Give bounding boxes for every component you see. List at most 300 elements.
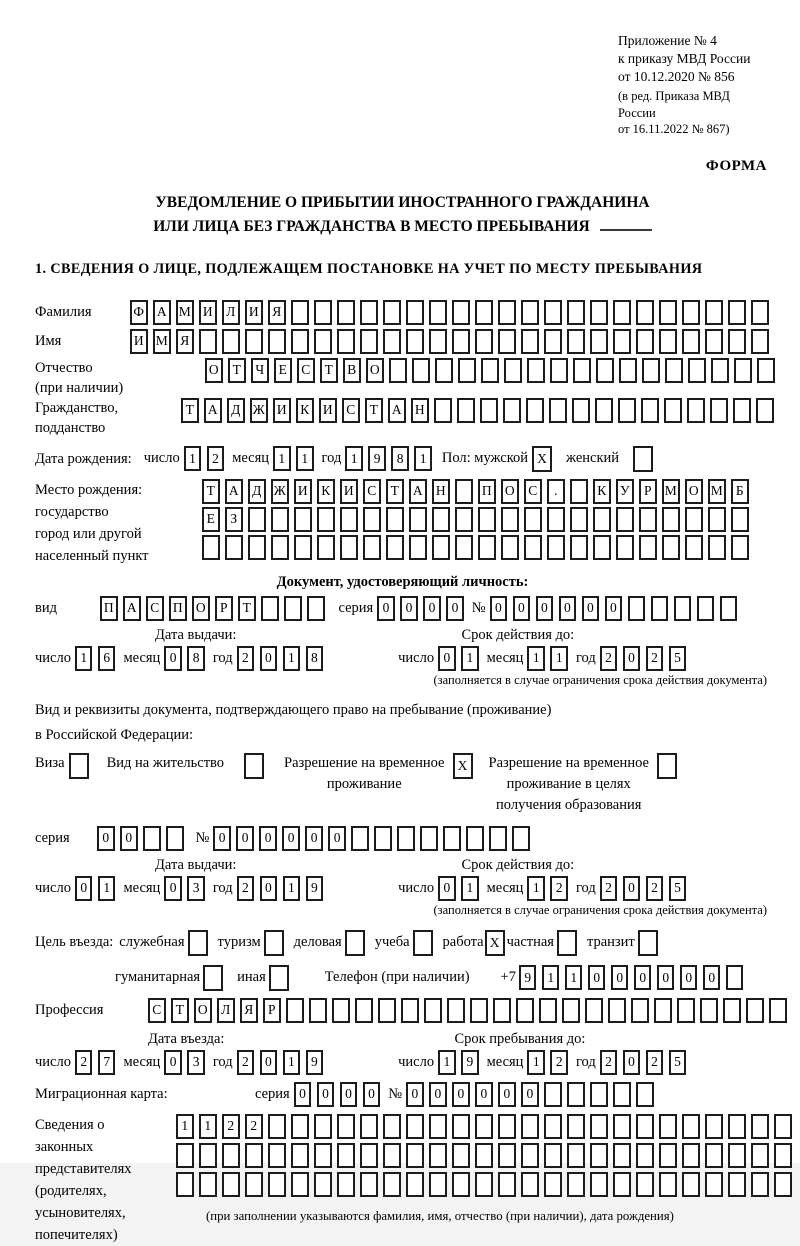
char-cell[interactable] <box>314 300 332 325</box>
char-cell[interactable] <box>452 329 470 354</box>
char-cell[interactable] <box>570 479 588 504</box>
char-cell[interactable] <box>728 1143 746 1168</box>
char-cell[interactable] <box>176 1172 194 1197</box>
char-cell[interactable]: С <box>297 358 315 383</box>
char-cell[interactable] <box>751 1143 769 1168</box>
char-cell[interactable]: И <box>273 398 291 423</box>
char-cell[interactable] <box>539 998 557 1023</box>
char-cell[interactable]: 1 <box>176 1114 194 1139</box>
char-cell[interactable]: Н <box>411 398 429 423</box>
char-cell[interactable]: 1 <box>283 646 301 671</box>
char-cell[interactable] <box>613 329 631 354</box>
char-cell[interactable]: Т <box>228 358 246 383</box>
char-cell[interactable] <box>286 998 304 1023</box>
char-cell[interactable]: 9 <box>461 1050 479 1075</box>
char-cell[interactable] <box>69 753 89 779</box>
char-cell[interactable] <box>638 930 658 956</box>
char-cell[interactable]: 2 <box>646 646 664 671</box>
char-cell[interactable] <box>406 300 424 325</box>
char-cell[interactable] <box>608 998 626 1023</box>
char-cell[interactable] <box>521 329 539 354</box>
char-cell[interactable]: А <box>409 479 427 504</box>
char-cell[interactable] <box>657 753 677 779</box>
char-cell[interactable] <box>406 1172 424 1197</box>
char-cell[interactable]: Т <box>365 398 383 423</box>
char-cell[interactable]: 1 <box>438 1050 456 1075</box>
char-cell[interactable] <box>665 358 683 383</box>
char-cell[interactable] <box>728 1172 746 1197</box>
char-cell[interactable] <box>593 507 611 532</box>
char-cell[interactable] <box>294 507 312 532</box>
char-cell[interactable]: М <box>153 329 171 354</box>
char-cell[interactable] <box>429 1172 447 1197</box>
char-cell[interactable] <box>452 1114 470 1139</box>
char-cell[interactable]: 0 <box>97 826 115 851</box>
char-cell[interactable] <box>452 1172 470 1197</box>
char-cell[interactable]: 0 <box>490 596 508 621</box>
char-cell[interactable]: А <box>123 596 141 621</box>
char-cell[interactable] <box>481 358 499 383</box>
char-cell[interactable] <box>547 507 565 532</box>
char-cell[interactable]: 0 <box>75 876 93 901</box>
char-cell[interactable] <box>447 998 465 1023</box>
char-cell[interactable] <box>360 1172 378 1197</box>
char-cell[interactable]: Я <box>240 998 258 1023</box>
char-cell[interactable] <box>245 1172 263 1197</box>
char-cell[interactable] <box>409 535 427 560</box>
char-cell[interactable]: 0 <box>340 1082 358 1107</box>
char-cell[interactable] <box>443 826 461 851</box>
char-cell[interactable] <box>475 1114 493 1139</box>
char-cell[interactable]: Т <box>386 479 404 504</box>
char-cell[interactable] <box>363 507 381 532</box>
char-cell[interactable]: И <box>294 479 312 504</box>
char-cell[interactable] <box>544 1143 562 1168</box>
char-cell[interactable]: 0 <box>164 876 182 901</box>
char-cell[interactable] <box>664 398 682 423</box>
char-cell[interactable] <box>386 507 404 532</box>
char-cell[interactable]: 0 <box>623 646 641 671</box>
char-cell[interactable]: 9 <box>306 1050 324 1075</box>
char-cell[interactable] <box>291 300 309 325</box>
char-cell[interactable]: С <box>363 479 381 504</box>
char-cell[interactable] <box>728 329 746 354</box>
char-cell[interactable] <box>774 1172 792 1197</box>
char-cell[interactable] <box>386 535 404 560</box>
char-cell[interactable]: 0 <box>305 826 323 851</box>
char-cell[interactable]: X <box>453 753 473 779</box>
char-cell[interactable] <box>639 535 657 560</box>
char-cell[interactable] <box>562 998 580 1023</box>
char-cell[interactable] <box>613 300 631 325</box>
char-cell[interactable]: М <box>708 479 726 504</box>
char-cell[interactable]: Р <box>639 479 657 504</box>
char-cell[interactable] <box>567 1172 585 1197</box>
char-cell[interactable] <box>261 596 279 621</box>
char-cell[interactable] <box>659 329 677 354</box>
char-cell[interactable] <box>572 398 590 423</box>
char-cell[interactable] <box>659 1114 677 1139</box>
char-cell[interactable]: 2 <box>222 1114 240 1139</box>
char-cell[interactable] <box>682 1143 700 1168</box>
char-cell[interactable] <box>203 965 223 991</box>
char-cell[interactable]: 7 <box>98 1050 116 1075</box>
char-cell[interactable] <box>677 998 695 1023</box>
char-cell[interactable] <box>429 1143 447 1168</box>
char-cell[interactable]: Ч <box>251 358 269 383</box>
char-cell[interactable] <box>332 998 350 1023</box>
char-cell[interactable] <box>544 300 562 325</box>
char-cell[interactable]: 2 <box>646 876 664 901</box>
char-cell[interactable]: 0 <box>588 965 606 990</box>
char-cell[interactable] <box>674 596 692 621</box>
char-cell[interactable] <box>429 1114 447 1139</box>
char-cell[interactable]: М <box>176 300 194 325</box>
char-cell[interactable] <box>544 1082 562 1107</box>
char-cell[interactable] <box>268 329 286 354</box>
char-cell[interactable] <box>435 358 453 383</box>
char-cell[interactable]: 9 <box>519 965 537 990</box>
char-cell[interactable]: Б <box>731 479 749 504</box>
char-cell[interactable]: 0 <box>282 826 300 851</box>
char-cell[interactable] <box>642 358 660 383</box>
char-cell[interactable]: О <box>192 596 210 621</box>
char-cell[interactable] <box>314 1143 332 1168</box>
char-cell[interactable]: 1 <box>75 646 93 671</box>
char-cell[interactable] <box>590 1172 608 1197</box>
char-cell[interactable] <box>475 1172 493 1197</box>
char-cell[interactable] <box>613 1143 631 1168</box>
char-cell[interactable] <box>268 1114 286 1139</box>
char-cell[interactable]: 1 <box>527 646 545 671</box>
char-cell[interactable] <box>470 998 488 1023</box>
char-cell[interactable] <box>616 507 634 532</box>
char-cell[interactable] <box>651 596 669 621</box>
char-cell[interactable]: 1 <box>550 646 568 671</box>
char-cell[interactable] <box>733 398 751 423</box>
char-cell[interactable] <box>317 507 335 532</box>
char-cell[interactable] <box>567 300 585 325</box>
char-cell[interactable] <box>452 1143 470 1168</box>
char-cell[interactable]: 2 <box>245 1114 263 1139</box>
char-cell[interactable] <box>222 1172 240 1197</box>
char-cell[interactable] <box>429 300 447 325</box>
char-cell[interactable] <box>378 998 396 1023</box>
char-cell[interactable] <box>291 1172 309 1197</box>
char-cell[interactable]: 8 <box>391 446 409 471</box>
char-cell[interactable]: 1 <box>565 965 583 990</box>
char-cell[interactable] <box>628 596 646 621</box>
char-cell[interactable]: 0 <box>260 646 278 671</box>
char-cell[interactable] <box>475 300 493 325</box>
char-cell[interactable] <box>268 1143 286 1168</box>
char-cell[interactable] <box>590 329 608 354</box>
char-cell[interactable]: 0 <box>213 826 231 851</box>
char-cell[interactable]: С <box>524 479 542 504</box>
char-cell[interactable] <box>516 998 534 1023</box>
char-cell[interactable] <box>314 1114 332 1139</box>
char-cell[interactable] <box>166 826 184 851</box>
char-cell[interactable] <box>595 398 613 423</box>
char-cell[interactable] <box>731 535 749 560</box>
char-cell[interactable] <box>567 329 585 354</box>
char-cell[interactable] <box>687 398 705 423</box>
char-cell[interactable] <box>708 507 726 532</box>
char-cell[interactable]: 0 <box>236 826 254 851</box>
char-cell[interactable] <box>521 300 539 325</box>
char-cell[interactable] <box>383 1143 401 1168</box>
char-cell[interactable] <box>596 358 614 383</box>
char-cell[interactable] <box>406 1143 424 1168</box>
char-cell[interactable]: Р <box>263 998 281 1023</box>
char-cell[interactable] <box>409 507 427 532</box>
char-cell[interactable]: 1 <box>527 876 545 901</box>
char-cell[interactable]: 0 <box>498 1082 516 1107</box>
char-cell[interactable] <box>526 398 544 423</box>
char-cell[interactable]: Д <box>227 398 245 423</box>
char-cell[interactable]: 0 <box>536 596 554 621</box>
char-cell[interactable] <box>756 398 774 423</box>
char-cell[interactable] <box>544 1172 562 1197</box>
char-cell[interactable]: 9 <box>306 876 324 901</box>
char-cell[interactable]: З <box>225 507 243 532</box>
char-cell[interactable] <box>567 1082 585 1107</box>
char-cell[interactable] <box>746 998 764 1023</box>
char-cell[interactable] <box>337 1143 355 1168</box>
char-cell[interactable] <box>682 1172 700 1197</box>
char-cell[interactable]: У <box>616 479 634 504</box>
char-cell[interactable]: О <box>685 479 703 504</box>
char-cell[interactable]: Т <box>181 398 199 423</box>
char-cell[interactable] <box>458 358 476 383</box>
char-cell[interactable]: 9 <box>368 446 386 471</box>
char-cell[interactable] <box>455 507 473 532</box>
char-cell[interactable]: 0 <box>328 826 346 851</box>
char-cell[interactable] <box>731 507 749 532</box>
char-cell[interactable]: 0 <box>452 1082 470 1107</box>
char-cell[interactable]: 0 <box>260 876 278 901</box>
char-cell[interactable] <box>619 358 637 383</box>
char-cell[interactable] <box>688 358 706 383</box>
char-cell[interactable] <box>455 479 473 504</box>
char-cell[interactable]: 0 <box>623 876 641 901</box>
char-cell[interactable] <box>751 329 769 354</box>
char-cell[interactable] <box>544 1114 562 1139</box>
char-cell[interactable] <box>636 329 654 354</box>
char-cell[interactable] <box>636 1114 654 1139</box>
char-cell[interactable]: 0 <box>475 1082 493 1107</box>
char-cell[interactable] <box>309 998 327 1023</box>
char-cell[interactable] <box>406 1114 424 1139</box>
char-cell[interactable] <box>383 300 401 325</box>
char-cell[interactable]: 0 <box>634 965 652 990</box>
char-cell[interactable] <box>585 998 603 1023</box>
char-cell[interactable] <box>222 329 240 354</box>
char-cell[interactable] <box>503 398 521 423</box>
char-cell[interactable]: С <box>148 998 166 1023</box>
char-cell[interactable]: 0 <box>605 596 623 621</box>
char-cell[interactable] <box>705 1114 723 1139</box>
char-cell[interactable]: Я <box>268 300 286 325</box>
char-cell[interactable]: О <box>501 479 519 504</box>
char-cell[interactable] <box>307 596 325 621</box>
char-cell[interactable]: 0 <box>294 1082 312 1107</box>
char-cell[interactable] <box>705 1172 723 1197</box>
char-cell[interactable]: Т <box>171 998 189 1023</box>
char-cell[interactable] <box>697 596 715 621</box>
char-cell[interactable] <box>337 1172 355 1197</box>
char-cell[interactable]: О <box>366 358 384 383</box>
char-cell[interactable]: П <box>169 596 187 621</box>
char-cell[interactable] <box>345 930 365 956</box>
char-cell[interactable]: Н <box>432 479 450 504</box>
char-cell[interactable] <box>389 358 407 383</box>
char-cell[interactable]: К <box>317 479 335 504</box>
char-cell[interactable]: 0 <box>657 965 675 990</box>
char-cell[interactable] <box>245 329 263 354</box>
char-cell[interactable]: И <box>199 300 217 325</box>
char-cell[interactable] <box>314 1172 332 1197</box>
char-cell[interactable]: 5 <box>669 646 687 671</box>
char-cell[interactable]: Е <box>274 358 292 383</box>
char-cell[interactable]: 1 <box>273 446 291 471</box>
char-cell[interactable]: 0 <box>120 826 138 851</box>
char-cell[interactable]: М <box>662 479 680 504</box>
char-cell[interactable] <box>225 535 243 560</box>
char-cell[interactable] <box>550 358 568 383</box>
char-cell[interactable] <box>360 1143 378 1168</box>
char-cell[interactable] <box>478 535 496 560</box>
char-cell[interactable] <box>202 535 220 560</box>
char-cell[interactable] <box>360 1114 378 1139</box>
char-cell[interactable]: 0 <box>400 596 418 621</box>
char-cell[interactable] <box>720 596 738 621</box>
char-cell[interactable] <box>314 329 332 354</box>
char-cell[interactable] <box>268 1172 286 1197</box>
char-cell[interactable] <box>397 826 415 851</box>
char-cell[interactable] <box>291 1114 309 1139</box>
char-cell[interactable]: 3 <box>187 1050 205 1075</box>
char-cell[interactable] <box>317 535 335 560</box>
char-cell[interactable] <box>659 1172 677 1197</box>
char-cell[interactable]: Л <box>222 300 240 325</box>
char-cell[interactable] <box>504 358 522 383</box>
char-cell[interactable]: 0 <box>623 1050 641 1075</box>
char-cell[interactable]: А <box>388 398 406 423</box>
char-cell[interactable]: Л <box>217 998 235 1023</box>
char-cell[interactable] <box>489 826 507 851</box>
char-cell[interactable] <box>616 535 634 560</box>
char-cell[interactable] <box>406 329 424 354</box>
char-cell[interactable] <box>355 998 373 1023</box>
char-cell[interactable] <box>549 398 567 423</box>
char-cell[interactable]: 0 <box>513 596 531 621</box>
char-cell[interactable] <box>524 535 542 560</box>
char-cell[interactable] <box>434 398 452 423</box>
char-cell[interactable]: X <box>532 446 552 472</box>
char-cell[interactable]: 0 <box>680 965 698 990</box>
char-cell[interactable] <box>524 507 542 532</box>
char-cell[interactable]: 0 <box>521 1082 539 1107</box>
char-cell[interactable]: 1 <box>542 965 560 990</box>
char-cell[interactable]: 2 <box>550 1050 568 1075</box>
char-cell[interactable]: К <box>593 479 611 504</box>
char-cell[interactable]: 0 <box>559 596 577 621</box>
char-cell[interactable]: 0 <box>164 646 182 671</box>
char-cell[interactable]: О <box>194 998 212 1023</box>
char-cell[interactable] <box>590 1082 608 1107</box>
char-cell[interactable] <box>705 300 723 325</box>
char-cell[interactable]: 1 <box>461 876 479 901</box>
char-cell[interactable]: Ж <box>250 398 268 423</box>
char-cell[interactable] <box>557 930 577 956</box>
char-cell[interactable]: 6 <box>98 646 116 671</box>
char-cell[interactable] <box>498 1172 516 1197</box>
char-cell[interactable] <box>573 358 591 383</box>
char-cell[interactable] <box>636 1082 654 1107</box>
char-cell[interactable] <box>654 998 672 1023</box>
char-cell[interactable] <box>363 535 381 560</box>
char-cell[interactable] <box>751 1114 769 1139</box>
char-cell[interactable]: 2 <box>237 646 255 671</box>
char-cell[interactable]: К <box>296 398 314 423</box>
char-cell[interactable] <box>751 1172 769 1197</box>
char-cell[interactable] <box>521 1172 539 1197</box>
char-cell[interactable] <box>412 358 430 383</box>
char-cell[interactable]: П <box>478 479 496 504</box>
char-cell[interactable] <box>682 329 700 354</box>
char-cell[interactable] <box>641 398 659 423</box>
char-cell[interactable] <box>659 1143 677 1168</box>
char-cell[interactable]: И <box>245 300 263 325</box>
char-cell[interactable] <box>726 965 744 990</box>
char-cell[interactable] <box>613 1082 631 1107</box>
char-cell[interactable]: Р <box>215 596 233 621</box>
char-cell[interactable] <box>774 1114 792 1139</box>
char-cell[interactable]: 2 <box>207 446 225 471</box>
char-cell[interactable] <box>383 329 401 354</box>
char-cell[interactable]: X <box>485 930 505 956</box>
char-cell[interactable]: Т <box>202 479 220 504</box>
char-cell[interactable]: Т <box>238 596 256 621</box>
char-cell[interactable] <box>710 398 728 423</box>
char-cell[interactable] <box>245 1143 263 1168</box>
char-cell[interactable]: 2 <box>237 876 255 901</box>
char-cell[interactable]: 0 <box>259 826 277 851</box>
char-cell[interactable]: Ж <box>271 479 289 504</box>
char-cell[interactable] <box>337 300 355 325</box>
char-cell[interactable]: 0 <box>363 1082 381 1107</box>
char-cell[interactable] <box>613 1114 631 1139</box>
char-cell[interactable]: 1 <box>283 1050 301 1075</box>
char-cell[interactable] <box>728 300 746 325</box>
char-cell[interactable]: 0 <box>317 1082 335 1107</box>
char-cell[interactable] <box>455 535 473 560</box>
char-cell[interactable] <box>498 1114 516 1139</box>
char-cell[interactable] <box>420 826 438 851</box>
char-cell[interactable] <box>294 535 312 560</box>
char-cell[interactable]: И <box>130 329 148 354</box>
char-cell[interactable] <box>429 329 447 354</box>
char-cell[interactable]: И <box>340 479 358 504</box>
char-cell[interactable] <box>199 329 217 354</box>
char-cell[interactable]: А <box>153 300 171 325</box>
char-cell[interactable] <box>383 1114 401 1139</box>
char-cell[interactable] <box>291 329 309 354</box>
char-cell[interactable]: 0 <box>429 1082 447 1107</box>
char-cell[interactable]: 2 <box>75 1050 93 1075</box>
char-cell[interactable] <box>547 535 565 560</box>
